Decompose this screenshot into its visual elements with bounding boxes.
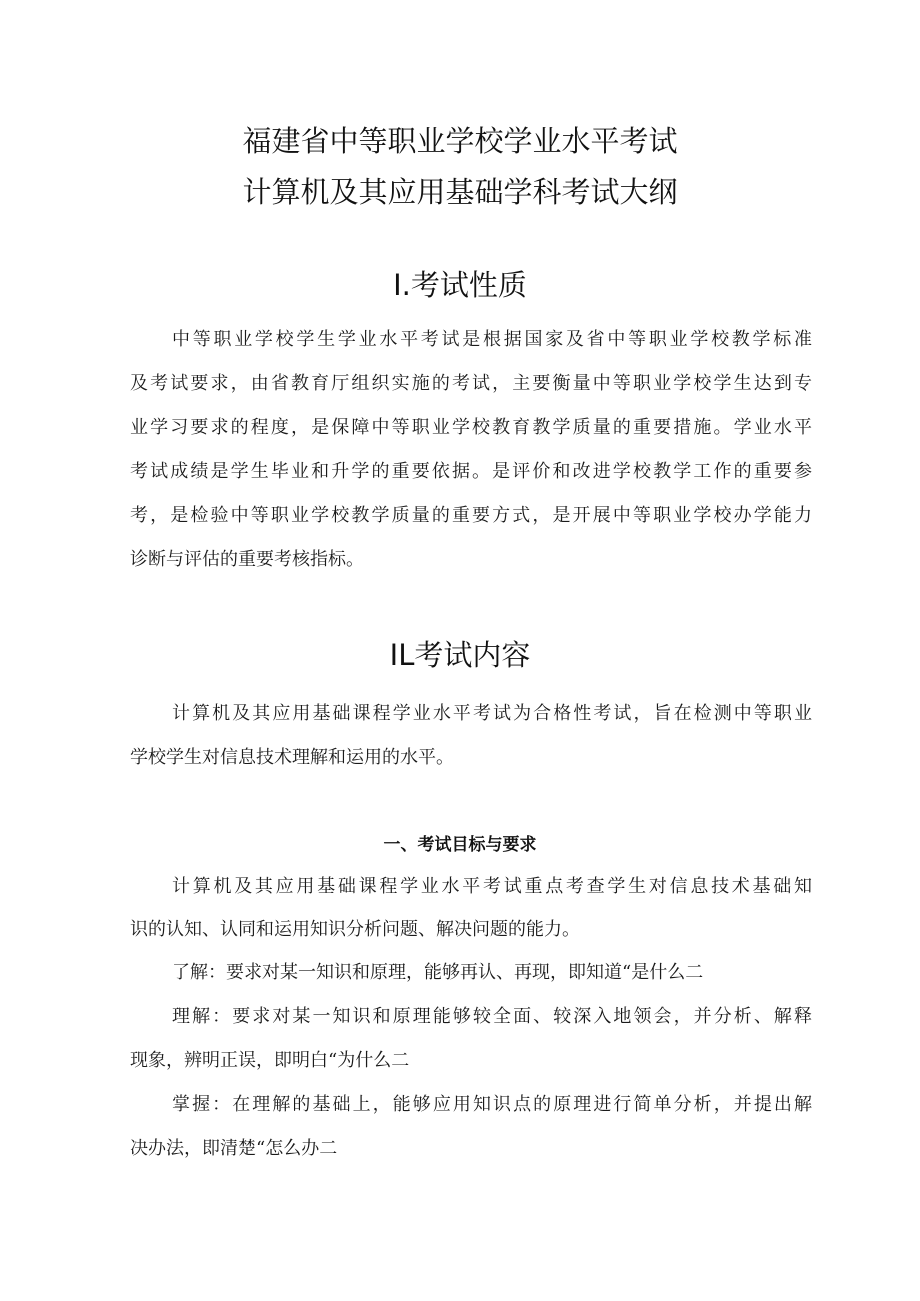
paragraph-line: 考，是检验中等职业学校教学质量的重要方式，是开展中等职业学校办学能力 [130,505,812,526]
document-title-line-2: 计算机及其应用基础学科考试大纲 [242,175,678,209]
paragraph-line: 计算机及其应用基础课程学业水平考试为合格性考试，旨在检测中等职业 [172,703,812,724]
paragraph-line: 计算机及其应用基础课程学业水平考试重点考查学生对信息技术基础知 [172,876,812,897]
paragraph-line: 业学习要求的程度，是保障中等职业学校教育教学质量的重要措施。学业水平 [130,417,812,438]
definition-master: 掌握：在理解的基础上，能够应用知识点的原理进行简单分析，并提出解 [172,1094,812,1115]
paragraph-line: 学校学生对信息技术理解和运用的水平。 [130,747,454,768]
definition-comprehend: 理解：要求对某一知识和原理能够较全面、较深入地领会，并分析、解释 [172,1006,812,1027]
definition-understand-basic: 了解：要求对某一知识和原理，能够再认、再现，即知道“是什么二 [172,962,704,983]
paragraph-line: 考试成绩是学生毕业和升学的重要依据。是评价和改进学校教学工作的重要参 [130,461,812,482]
paragraph-line: 决办法，即清楚“怎么办二 [130,1138,338,1159]
paragraph-line: 及考试要求，由省教育厅组织实施的考试，主要衡量中等职业学校学生达到专 [130,373,812,394]
document-title-line-1: 福建省中等职业学校学业水平考试 [242,124,678,158]
subsection-heading-objectives: 一、考试目标与要求 [383,835,537,855]
paragraph-line: 现象，辨明正误，即明白“为什么二 [130,1050,410,1071]
paragraph-line: 识的认知、认同和运用知识分析问题、解决问题的能力。 [130,919,580,940]
paragraph-line: 中等职业学校学生学业水平考试是根据国家及省中等职业学校教学标准 [172,329,812,350]
paragraph-line: 诊断与评估的重要考核指标。 [130,549,364,570]
section-heading-exam-nature: I.考试性质 [393,268,527,302]
section-heading-exam-content: IL考试内容 [389,638,531,672]
